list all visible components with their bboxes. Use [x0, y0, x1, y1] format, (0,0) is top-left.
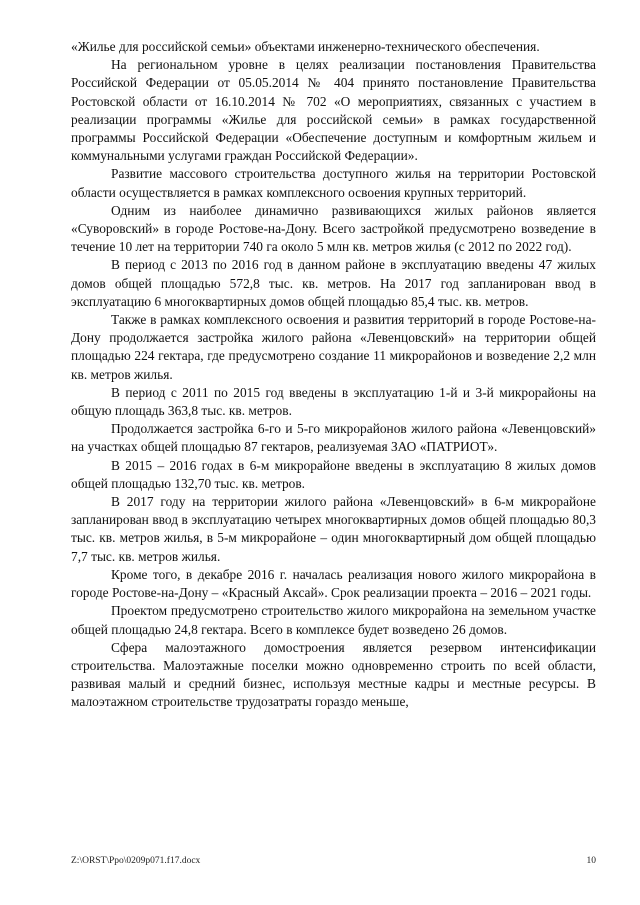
paragraph: На региональном уровне в целях реализации постановления Правительства Российской Федерации от 05.05.2014 № 404 принято постановление Правительства Ростовской области от 16.10.2014 № 702 «О мероприятиях, связанных с участием в реализации программы «Жилье для российской семьи» в рамках государственной программы Российской Федерации «Обеспечение доступным и комфортным жильем и коммунальными услугами граждан Российской Федерации». [71, 57, 596, 164]
paragraph-continuation: «Жилье для российской семьи» объектами инженерно-технического обеспечения. [71, 39, 540, 54]
document-body [71, 38, 596, 712]
paragraph: Одним из наиболее динамично развивающихся жилых районов является «Суворовский» в городе Ростове-на-Дону. Всего застройкой предусмотрено возведение в течение 10 лет на территории 740 га около 5 млн кв. метров жилья (с 2012 по 2022 год). [71, 202, 596, 255]
paragraph: В 2017 году на территории жилого района «Левенцовский» в 6-м микрорайоне запланирован ввод в эксплуатацию четырех многоквартирных домов общей площадью 80,3 тыс. кв. метров жилья, в 5-м микрорайоне – один многоквартирный дом общей площадью 7,7 тыс. кв. метров жилья. [71, 494, 596, 564]
paragraph: В период с 2011 по 2015 год введены в эксплуатацию 1-й и 3-й микрорайоны на общую площадь 363,8 тыс. кв. метров. [71, 384, 596, 419]
paragraph: Продолжается застройка 6-го и 5-го микрорайонов жилого района «Левенцовский» на участках общей площадью 87 гектаров, реализуемая ЗАО «ПАТРИОТ». [71, 421, 596, 455]
paragraph: Проектом предусмотрено строительство жилого микрорайона на земельном участке общей площадью 24,8 гектара. Всего в комплексе будет возведено 26 домов. [71, 603, 596, 637]
paragraph: В 2015 – 2016 годах в 6-м микрорайоне введены в эксплуатацию 8 жилых домов общей площадью 132,70 тыс. кв. метров. [71, 457, 596, 491]
paragraph: Сфера малоэтажного домостроения является резервом интенсификации строительства. Малоэтажные поселки можно одновременно строить по всей области, развивая малый и средний бизнес, используя местные кадры и местные ресурсы. В малоэтажном строительстве трудозатраты гораздо меньше, [71, 639, 596, 710]
paragraph: В период с 2013 по 2016 год в данном районе в эксплуатацию введены 47 жилых домов общей площадью 572,8 тыс. кв. метров. На 2017 год запланирован ввод в эксплуатацию 6 многоквартирных домов общей площадью 85,4 тыс. кв. метров. [71, 257, 596, 309]
paragraph: Также в рамках комплексного освоения и развития территорий в городе Ростове-на-Дону продолжается застройка жилого района «Левенцовский» на территории общей площадью 224 гектара, где предусмотрено создание 11 микрорайонов и возведение 2,2 млн кв. метров жилья. [71, 312, 596, 382]
page-number: 10 [586, 856, 596, 866]
paragraph: Развитие массового строительства доступного жилья на территории Ростовской области осуществляется в рамках комплексного освоения крупных территорий. [71, 166, 596, 200]
paragraph: Кроме того, в декабре 2016 г. началась реализация нового жилого микрорайона в городе Ростове-на-Дону – «Красный Аксай». Срок реализации проекта – 2016 – 2021 годы. [71, 566, 596, 601]
file-path: Z:\ORST\Ppo\0209p071.f17.docx [71, 856, 201, 866]
